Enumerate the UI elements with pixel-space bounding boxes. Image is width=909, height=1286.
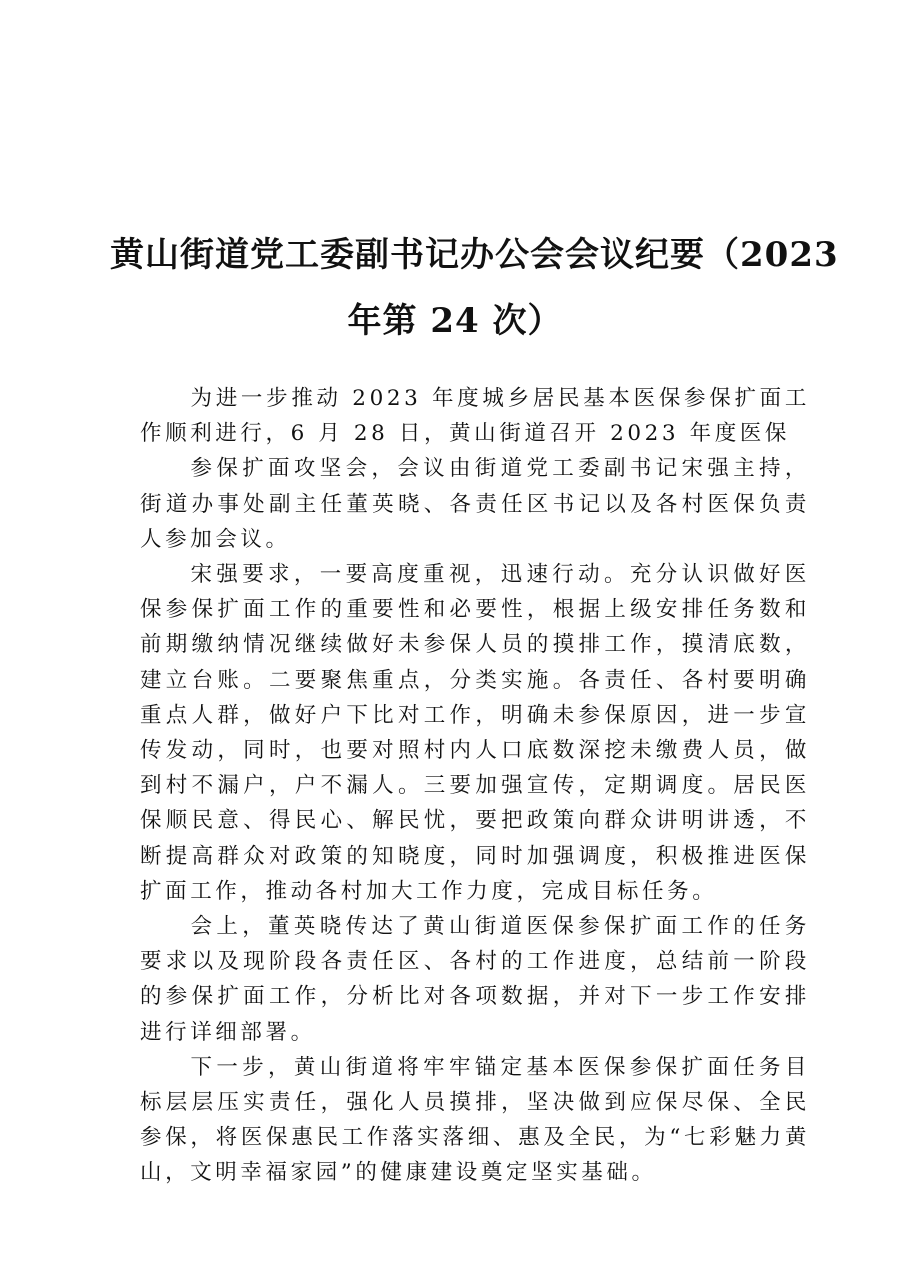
paragraph-5: 下一步，黄山街道将牢牢锚定基本医保参保扩面任务目标层层压实责任，强化人员摸排，坚决做到应保尽保、全民参保，将医保惠民工作落实落细、惠及全民，为“七彩魅力黄山，文明幸福家园”的健康建设奠定坚实基础。 bbox=[140, 1054, 810, 1186]
paragraph-3: 宋强要求，一要高度重视，迅速行动。充分认识做好医保参保扩面工作的重要性和必要性，根据上级安排任务数和前期缴纳情况继续做好未参保人员的摸排工作，摸清底数，建立台账。二要聚焦重点，分类实施。各责任、各村要明确重点人群，做好户下比对工作，明确未参保原因，进一步宣传发动，同时，也要对照村内人口底数深挖未缴费人员，做到村不漏户，户不漏人。三要加强宣传，定期调度。居民医保顺民意、得民心、解民忧，要把政策向群众讲明讲透，不断提高群众对政策的知晓度，同时加强调度，积极推进医保扩面工作，推动各村加大工作力度，完成目标任务。 bbox=[140, 562, 810, 904]
paragraph-1: 为进一步推动 2023 年度城乡居民基本医保参保扩面工作顺利进行，6 月 28 日，黄山街道召开 2023 年度医保 bbox=[140, 386, 810, 447]
document-body bbox=[140, 381, 810, 1191]
title-line-1: 黄山街道党工委副书记办公会会议纪要（2023 bbox=[110, 235, 839, 275]
document-title bbox=[110, 222, 839, 354]
paragraph-4: 会上，董英晓传达了黄山街道医保参保扩面工作的任务要求以及现阶段各责任区、各村的工作进度，总结前一阶段的参保扩面工作，分析比对各项数据，并对下一步工作安排进行详细部署。 bbox=[140, 914, 810, 1045]
title-line-2: 年第 24 次） bbox=[347, 301, 563, 341]
paragraph-2: 参保扩面攻坚会，会议由街道党工委副书记宋强主持，街道办事处副主任董英晓、各责任区书记以及各村医保负责人参加会议。 bbox=[140, 456, 810, 552]
